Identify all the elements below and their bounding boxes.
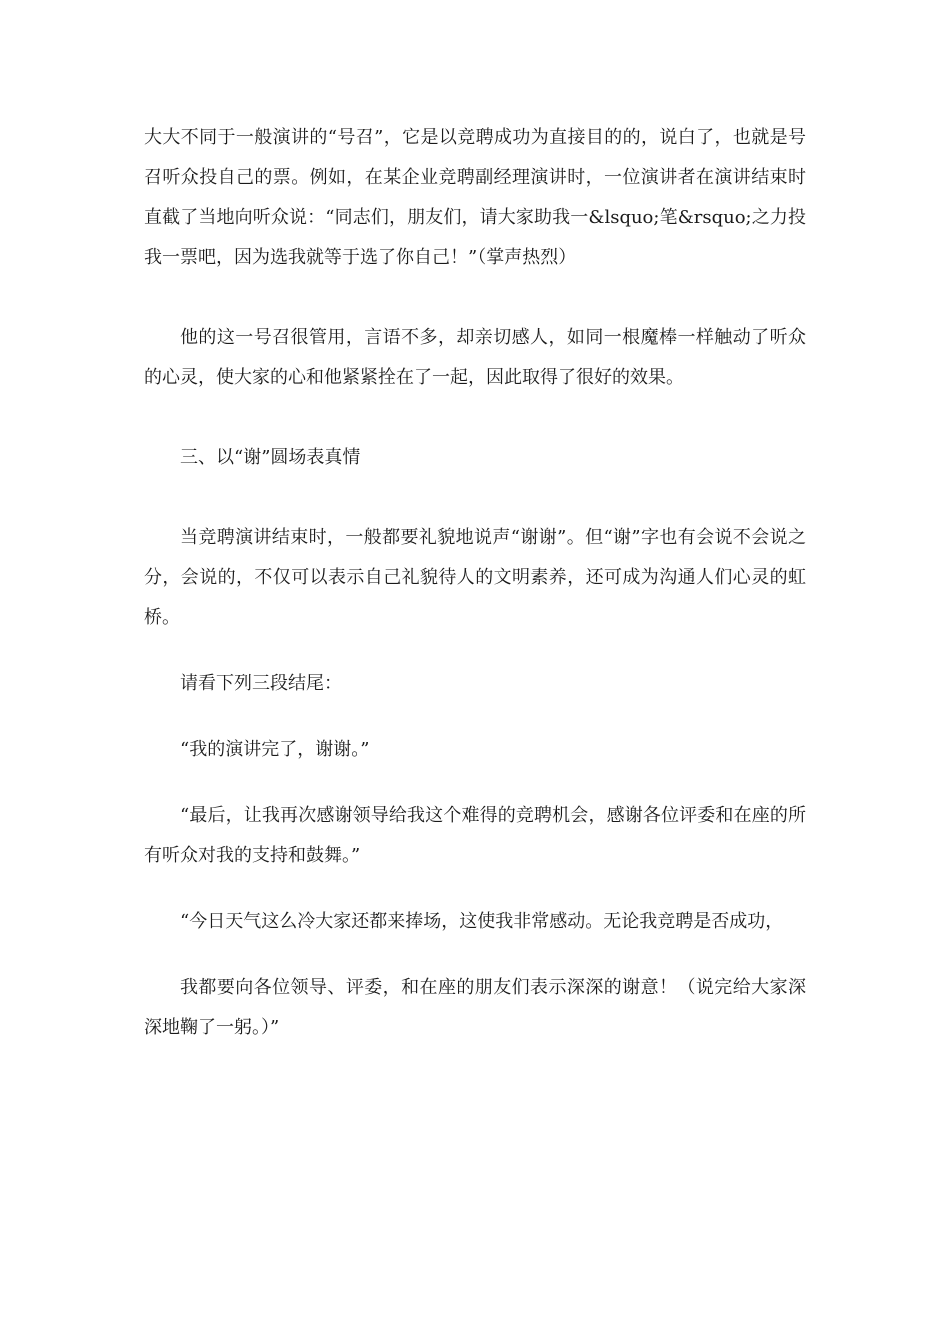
paragraph-example-3-part-1: “今日天气这么冷大家还都来捧场，这使我非常感动。无论我竞聘是否成功，	[180, 911, 784, 932]
paragraph-intro-continuation: 大大不同于一般演讲的“号召”，它是以竞聘成功为直接目的的，说白了，也就是号召听众投自己的票。例如，在某企业竞聘副经理演讲时，一位演讲者在演讲结束时直截了当地向听众说：“同志们，朋友们，请大家助我一&lsquo;笔&rsquo;之力投我一票吧，因为选我就等于选了你自己！”（掌声热烈）	[144, 127, 806, 268]
paragraph-examples-lead: 请看下列三段结尾：	[180, 673, 342, 694]
section-heading-3: 三、以“谢”圆场表真情	[180, 447, 361, 468]
paragraph-example-1: “我的演讲完了，谢谢。”	[180, 739, 370, 760]
paragraph-example-3-part-2: 我都要向各位领导、评委，和在座的朋友们表示深深的谢意！（说完给大家深深地鞠了一躬。）”	[144, 977, 806, 1038]
paragraph-call-effect: 他的这一号召很管用，言语不多，却亲切感人，如同一根魔棒一样触动了听众的心灵，使大家的心和他紧紧拴在了一起，因此取得了很好的效果。	[144, 327, 806, 388]
document-body	[144, 118, 806, 1048]
paragraph-example-2: “最后，让我再次感谢领导给我这个难得的竞聘机会，感谢各位评委和在座的所有听众对我的支持和鼓舞。”	[144, 805, 806, 866]
paragraph-thanks-intro: 当竞聘演讲结束时，一般都要礼貌地说声“谢谢”。但“谢”字也有会说不会说之分，会说的，不仅可以表示自己礼貌待人的文明素养，还可成为沟通人们心灵的虹桥。	[144, 527, 806, 628]
